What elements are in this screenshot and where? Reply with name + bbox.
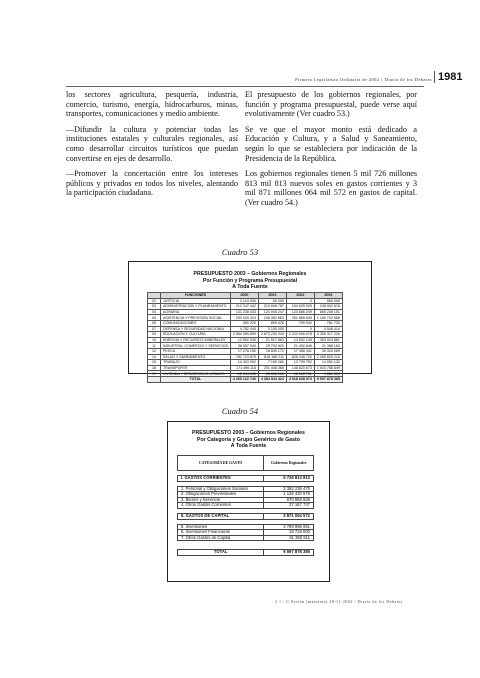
category-label: 6. Inversiones Financieras	[178, 530, 264, 536]
function-name: AGRARIA	[161, 309, 231, 315]
amount-cell: 3 789 996 061	[264, 524, 314, 530]
amount-cell: 9 881 594	[314, 371, 342, 377]
cuadro-54-title: PRESUPUESTO 2003 – Gobiernos Regionales Por Categoría y Grupo Genérico de Gasto A Toda Fuente	[192, 430, 305, 449]
category-label: 5. Inversiones	[178, 524, 264, 530]
amount-cell: 17 278 150	[230, 348, 258, 354]
category-label: II. GASTOS DE CAPITAL	[178, 513, 264, 519]
amount-cell: 790 942	[286, 320, 314, 326]
function-code: 04	[148, 309, 161, 315]
amount-cell: 19 718 000	[264, 530, 314, 536]
amount-cell: 2 124 000	[230, 298, 258, 304]
function-code: 06	[148, 320, 161, 326]
category-label: 7. Otros Gastos de Capital	[178, 535, 264, 541]
amount-cell: 353 924 881	[314, 337, 342, 343]
amount-cell: 14 303 902	[230, 360, 258, 366]
function-name: TRABAJO	[161, 360, 231, 366]
amount-cell: 3 355 317 226	[314, 332, 342, 338]
amount-cell: 1 160 722 668	[314, 315, 342, 321]
amount-cell: 251 865 643	[286, 315, 314, 321]
function-code: 16	[148, 365, 161, 371]
amount-cell: 29 793 920	[258, 343, 286, 349]
left-column	[66, 90, 238, 204]
category-label: I. GASTOS CORRIENTES	[178, 476, 264, 482]
total-label: TOTAL	[161, 376, 231, 382]
amount-cell: 782 723 879	[230, 354, 258, 360]
amount-cell: 164 625 025	[286, 304, 314, 310]
function-code: 09	[148, 332, 161, 338]
header-rule	[66, 86, 424, 87]
amount-cell: 213 608 787	[258, 304, 286, 310]
total-amount: 9 597 878 385	[314, 376, 342, 382]
category-label: 2. Obligaciones Previsionales	[178, 492, 264, 498]
amount-cell: 2 260 829 210	[314, 354, 342, 360]
amount-cell: 3 871 064 572	[264, 513, 314, 519]
running-header: Primera Legislatura Ordinaria de 2002 | Diario de los Debates	[295, 77, 432, 82]
header-legislature: Primera Legislatura Ordinaria de 2002	[295, 77, 380, 82]
function-name: COMUNICACIONES	[161, 320, 231, 326]
function-code: 11	[148, 343, 161, 349]
amount-cell: 248 502 878	[314, 304, 342, 310]
total-row	[178, 550, 314, 556]
category-label: TOTAL	[178, 550, 264, 556]
paragraph: Se ve que el mayor monto está dedicado a Educación y Cultura, y a Salud y Saneamiento, según lo que se estableciera por indicación de la Presidencia de la República.	[245, 124, 417, 163]
function-name: ENERGÍA Y RECURSOS MINERALES	[161, 337, 231, 343]
amount-cell: 26 315 069	[314, 348, 342, 354]
paragraph: —Difundir la cultura y potenciar todas las instituciones estatales y culturales regionales, así como desarrollar circuitos turísticos que puedan convertirse en ejes de desarrollo.	[66, 124, 238, 163]
category-label: 3. Bienes y Servicios	[178, 497, 264, 503]
amount-cell: 670 968 926	[264, 497, 314, 503]
amount-cell: 665 208 151	[314, 309, 342, 315]
cuadro-54-caption: Cuadro 54	[221, 406, 259, 416]
function-name: DEFENSA Y SEGURIDAD NACIONAL	[161, 326, 231, 332]
amount-cell: 14 902 145	[286, 337, 314, 343]
function-name: ADMINISTRACIÓN Y PLANEAMIENTO	[161, 304, 231, 310]
amount-cell: 50 000	[258, 298, 286, 304]
cuadro-53-caption: Cuadro 53	[221, 247, 259, 257]
function-code: 12	[148, 348, 161, 354]
function-code: 02	[148, 298, 161, 304]
amount-cell: 26 838 160	[258, 371, 286, 377]
amount-cell: 18 849 172	[258, 348, 286, 354]
page-footer: 2 1 - C Sesión (matutina) 28-11-2002 - Diario de los Debates	[275, 599, 403, 604]
total-amount: 4 918 638 973	[286, 376, 314, 382]
total-row	[148, 376, 343, 382]
function-name: VIVIENDA Y DESARROLLO URBANO	[161, 371, 231, 377]
column-header: 2000	[230, 293, 258, 299]
amount-cell: 12 244 845	[230, 371, 258, 377]
column-header: 2002	[286, 293, 314, 299]
amount-cell: 171 496 118	[230, 365, 258, 371]
column-header: 2001	[258, 293, 286, 299]
function-code: 15	[148, 360, 161, 366]
amount-cell: 12 799 752	[286, 360, 314, 366]
amount-cell: 248 352 563	[258, 315, 286, 321]
amount-cell: 17 468 441	[286, 348, 314, 354]
amount-cell: Gobiernos Regionales	[264, 456, 314, 471]
amount-cell: 818 166 211	[258, 354, 286, 360]
amount-cell: 124 045 247	[258, 309, 286, 315]
function-name: TRANSPORTE	[161, 365, 231, 371]
function-code: 03	[148, 304, 161, 310]
amount-cell: 21 388 163	[314, 343, 342, 349]
amount-cell: 148 820 673	[286, 365, 314, 371]
amount-cell: 2 223 906 678	[286, 332, 314, 338]
amount-cell: 1 126 420 675	[264, 492, 314, 498]
amount-cell: 390 220	[230, 320, 258, 326]
function-name: JUSTICIA	[161, 298, 231, 304]
amount-cell: 12 892 045	[230, 337, 258, 343]
amount-cell: 826 246 720	[286, 354, 314, 360]
cuadro-54-table-box	[167, 421, 330, 582]
amount-cell: 1 043 758 849	[314, 365, 342, 371]
amount-cell: 3 392 236 475	[264, 486, 314, 492]
function-name: PESCA	[161, 348, 231, 354]
amount-cell: 14 051 132	[314, 360, 342, 366]
cuadro-53-table-box	[128, 261, 372, 382]
amount-cell: 4 546 414	[314, 326, 342, 332]
column-header: 2003	[314, 293, 342, 299]
amount-cell: 2 564 389 899	[230, 332, 258, 338]
paragraph: los sectores agricultura, pesquería, industria, comercio, turismo, energía, hidrocarburos, minas, transportes, comunicaciones y medio ambiente.	[66, 90, 238, 119]
amount-cell: 9 597 878 385	[264, 550, 314, 556]
amount-cell: 12 163 761	[286, 371, 314, 377]
amount-cell: 212 247 442	[230, 304, 258, 310]
amount-cell: 5 726 813 813	[264, 476, 314, 482]
amount-cell: 61 350 511	[264, 535, 314, 541]
amount-cell: 899 476	[258, 320, 286, 326]
category-label: 1. Personal y Obligaciones Sociales	[178, 486, 264, 492]
category-label: CATEGORÍA DE GASTO	[178, 456, 264, 471]
amount-cell: 7 150 260	[258, 360, 286, 366]
table-header-row	[178, 456, 314, 471]
amount-cell: 781 730	[314, 320, 342, 326]
amount-cell: 21 517 883	[258, 337, 286, 343]
function-name: SALUD Y SANEAMIENTO	[161, 354, 231, 360]
paragraph: Los gobiernos regionales tienen 5 mil 726 millones 813 mil 813 nuevos soles en gastos corrientes y 3 mil 871 millones 064 mil 572 en gastos de capital. (Ver cuadro 54.)	[245, 169, 417, 207]
cuadro-53-table	[147, 292, 343, 383]
function-name: ASISTENCIA Y PREVISIÓN SOCIAL	[161, 315, 231, 321]
cuadro-54-table	[177, 455, 314, 556]
paragraph: El presupuesto de los gobiernos regionales, por función y programa presupuestal, puede verse aquí evolutivamente (Ver cuadro 53.)	[245, 90, 417, 119]
function-code: 05	[148, 315, 161, 321]
function-code: 10	[148, 337, 161, 343]
function-name: INDUSTRIA, COMERCIO Y SERVICIOS	[161, 343, 231, 349]
function-code: 17	[148, 371, 161, 377]
category-label: 4. Otros Gastos Corrientes	[178, 503, 264, 509]
amount-cell: 0	[286, 326, 314, 332]
amount-cell: 201 446 365	[258, 365, 286, 371]
column-header: FUNCIONES	[161, 293, 231, 299]
amount-cell: 2 673 230 343	[258, 332, 286, 338]
amount-cell: 131 238 433	[230, 309, 258, 315]
table-cell	[148, 376, 161, 382]
header-publication: Diario de los Debates	[384, 77, 432, 82]
amount-cell: 123 886 249	[286, 309, 314, 315]
function-code: 14	[148, 354, 161, 360]
function-code: 07	[148, 326, 161, 332]
amount-cell: 550 000	[314, 298, 342, 304]
right-column	[245, 90, 417, 214]
page-number: 1981	[434, 71, 462, 83]
function-name: EDUCACIÓN Y CULTURA	[161, 332, 231, 338]
total-amount: 4 265 122 746	[230, 376, 258, 382]
paragraph: —Promover la concertación entre los intereses públicos y privados en todos los niveles, alentando la participación ciudadana.	[66, 169, 238, 198]
amount-cell: 4 782 440	[230, 326, 258, 332]
amount-cell: 21 402 846	[286, 343, 314, 349]
total-amount: 4 384 544 424	[258, 376, 286, 382]
cuadro-53-title: PRESUPUESTO 2003 – Gobiernos Regionales Por Función y Programa Presupuestal A Toda Fuente	[193, 271, 307, 290]
amount-cell: 36 057 940	[230, 343, 258, 349]
amount-cell: 37 187 737	[264, 503, 314, 509]
amount-cell: 253 029 423	[230, 315, 258, 321]
amount-cell: 3 150 000	[258, 326, 286, 332]
amount-cell: 0	[286, 298, 314, 304]
